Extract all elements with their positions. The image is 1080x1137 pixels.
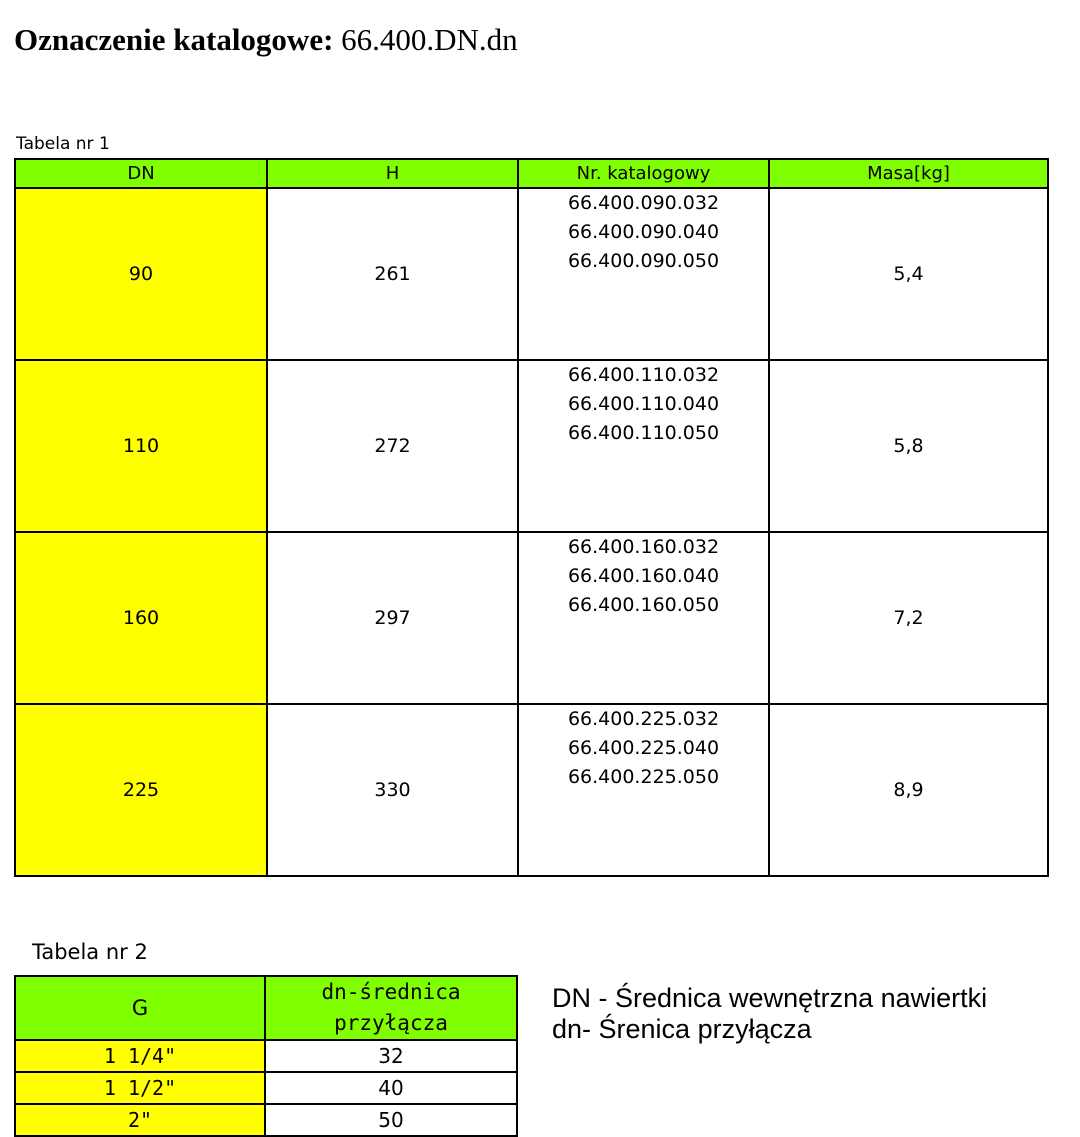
catalog-number: 66.400.090.032: [567, 192, 720, 214]
title-label: Oznaczenie katalogowe:: [14, 22, 334, 57]
dn-cell: 160: [15, 532, 267, 704]
mass-cell: 7,2: [769, 532, 1048, 704]
h-cell: 261: [267, 188, 518, 360]
table-row: [15, 532, 1048, 704]
table2-caption: Tabela nr 2: [32, 940, 148, 964]
dn-cell: 110: [15, 360, 267, 532]
mass-cell: 5,8: [769, 360, 1048, 532]
table2-header-g: G: [15, 976, 265, 1040]
table-row: [15, 360, 1048, 532]
table2-header-row: [15, 976, 517, 1040]
title-value: 66.400.DN.dn: [341, 22, 518, 57]
legend: [552, 983, 987, 1045]
table1-header-catalog: Nr. katalogowy: [518, 159, 769, 188]
catalog-number: 66.400.225.050: [567, 766, 720, 788]
table2-header-dn: dn-średnica przyłącza: [265, 976, 517, 1040]
catalog-number: 66.400.090.040: [567, 221, 720, 243]
table-row: [15, 1104, 517, 1136]
document-title: [14, 22, 518, 58]
table-row: [15, 1072, 517, 1104]
catalog-cell: [518, 704, 769, 876]
catalog-number: 66.400.160.032: [567, 536, 720, 558]
catalog-cell: [518, 360, 769, 532]
table1: [14, 158, 1049, 877]
h-cell: 297: [267, 532, 518, 704]
connection-diameter-cell: 32: [265, 1040, 517, 1072]
g-cell: 1 1/2": [15, 1072, 265, 1104]
h-cell: 330: [267, 704, 518, 876]
dn-cell: 225: [15, 704, 267, 876]
table1-caption: Tabela nr 1: [16, 134, 110, 154]
dn-cell: 90: [15, 188, 267, 360]
catalog-number: 66.400.110.050: [567, 422, 720, 444]
catalog-number: 66.400.090.050: [567, 250, 720, 272]
g-cell: 1 1/4": [15, 1040, 265, 1072]
connection-diameter-cell: 50: [265, 1104, 517, 1136]
table1-header-row: [15, 159, 1048, 188]
mass-cell: 8,9: [769, 704, 1048, 876]
table1-header-h: H: [267, 159, 518, 188]
table1-header-dn: DN: [15, 159, 267, 188]
mass-cell: 5,4: [769, 188, 1048, 360]
table-row: [15, 188, 1048, 360]
h-cell: 272: [267, 360, 518, 532]
g-cell: 2": [15, 1104, 265, 1136]
catalog-number: 66.400.110.040: [567, 393, 720, 415]
catalog-cell: [518, 188, 769, 360]
catalog-cell: [518, 532, 769, 704]
catalog-number: 66.400.160.050: [567, 594, 720, 616]
catalog-number: 66.400.225.040: [567, 737, 720, 759]
table1-header-mass: Masa[kg]: [769, 159, 1048, 188]
catalog-number: 66.400.160.040: [567, 565, 720, 587]
catalog-number: 66.400.225.032: [567, 708, 720, 730]
table2: [14, 975, 518, 1137]
catalog-number: 66.400.110.032: [567, 364, 720, 386]
legend-line: DN - Średnica wewnętrzna nawiertki: [552, 983, 988, 1013]
legend-line: dn- Śrenica przyłącza: [552, 1014, 812, 1044]
table-row: [15, 1040, 517, 1072]
table-row: [15, 704, 1048, 876]
connection-diameter-cell: 40: [265, 1072, 517, 1104]
